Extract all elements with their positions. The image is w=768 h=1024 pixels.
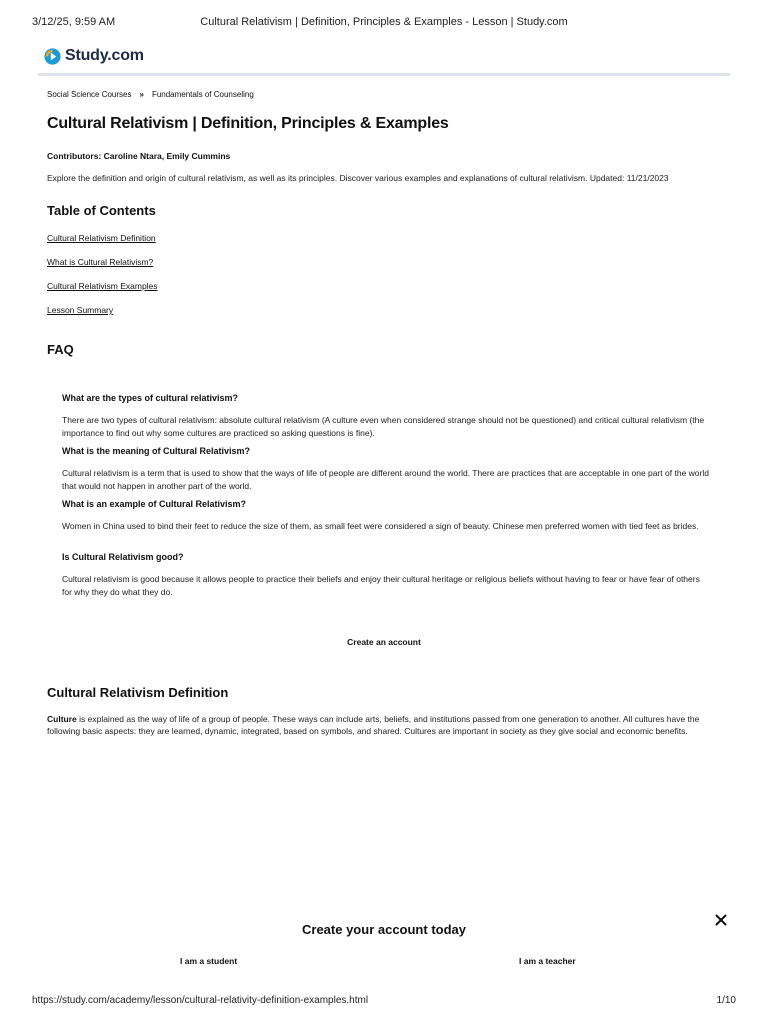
contributors-text: Contributors: Caroline Ntara, Emily Cummins [47,151,231,161]
faq-question: What is an example of Cultural Relativism? [62,499,247,509]
section-heading-definition: Cultural Relativism Definition [47,685,229,700]
breadcrumb-item-fundamentals-of-counseling[interactable]: Fundamentals of Counseling [151,90,254,99]
brand-name: Study.com [65,47,144,64]
promo-title: Create your account today [302,922,466,937]
toc-link-examples[interactable]: Cultural Relativism Examples [47,281,158,291]
print-footer [32,995,736,1009]
print-header [32,16,736,30]
page-number: 1/10 [716,995,736,1006]
faq-question: Is Cultural Relativism good? [62,552,184,562]
definition-text: is explained as the way of life of a group of people. These ways can include arts, beliefs, and institutions passed from one generation to another. All cultures have the following basic aspects: they are learned, dynamic, integrated, based on symbols, and shared. Cultures are important in society as they give social and economic benefits. [47,714,700,736]
create-account-link[interactable]: Create an account [347,637,421,647]
study-com-logo-icon [44,48,61,65]
toc-link-definition[interactable]: Cultural Relativism Definition [47,233,156,243]
print-url: https://study.com/academy/lesson/cultural-relativity-definition-examples.html [32,995,369,1006]
header-divider [38,73,730,76]
faq-heading: FAQ [47,342,74,357]
breadcrumb [47,90,254,99]
definition-term: Culture [47,714,77,724]
teacher-option-button[interactable]: I am a teacher [519,956,576,966]
page-title: Cultural Relativism | Definition, Principles & Examples [47,115,449,132]
print-datetime: 3/12/25, 9:59 AM [32,16,116,28]
faq-answer: Women in China used to bind their feet to reduce the size of them, as small feet were considered a sign of beauty. Chinese men preferred women with tied feet as brides. [62,521,699,531]
toc-heading: Table of Contents [47,203,156,218]
faq-item [62,552,712,599]
site-logo[interactable] [44,44,144,68]
faq-item [62,446,712,493]
faq-question: What is the meaning of Cultural Relativism? [62,446,251,456]
faq-answer: There are two types of cultural relativism: absolute cultural relativism (A culture even when considered strange should not be questioned) and critical cultural relativism (the importance to find out why some cultures are practiced so asking questions is fine). [62,415,705,438]
faq-answer: Cultural relativism is a term that is used to show that the ways of life of people are different around the world. There are practices that are acceptable in one part of the world that would not happen in another part of the world. [62,468,709,491]
contributors [47,151,230,161]
faq-item [62,393,712,440]
faq-question: What are the types of cultural relativism? [62,393,239,403]
breadcrumb-separator: » [139,90,144,99]
toc-link-what-is[interactable]: What is Cultural Relativism? [47,257,154,267]
print-doc-title: Cultural Relativism | Definition, Principles & Examples - Lesson | Study.com [200,16,568,28]
faq-answer: Cultural relativism is good because it allows people to practice their beliefs and enjoy their cultural heritage or religious beliefs without having to fear or have fear of others for why they do what they do. [62,574,700,597]
student-option-button[interactable]: I am a student [180,956,238,966]
close-icon[interactable] [713,912,729,928]
article-description: Explore the definition and origin of cultural relativism, as well as its principles. Discover various examples and explanations of cultural relativism. Updated: 11/21/2023 [47,173,669,183]
definition-paragraph [47,713,727,737]
breadcrumb-item-social-science-courses[interactable]: Social Science Courses [47,90,132,99]
toc-link-lesson-summary[interactable]: Lesson Summary [47,305,114,315]
faq-item [62,499,712,533]
